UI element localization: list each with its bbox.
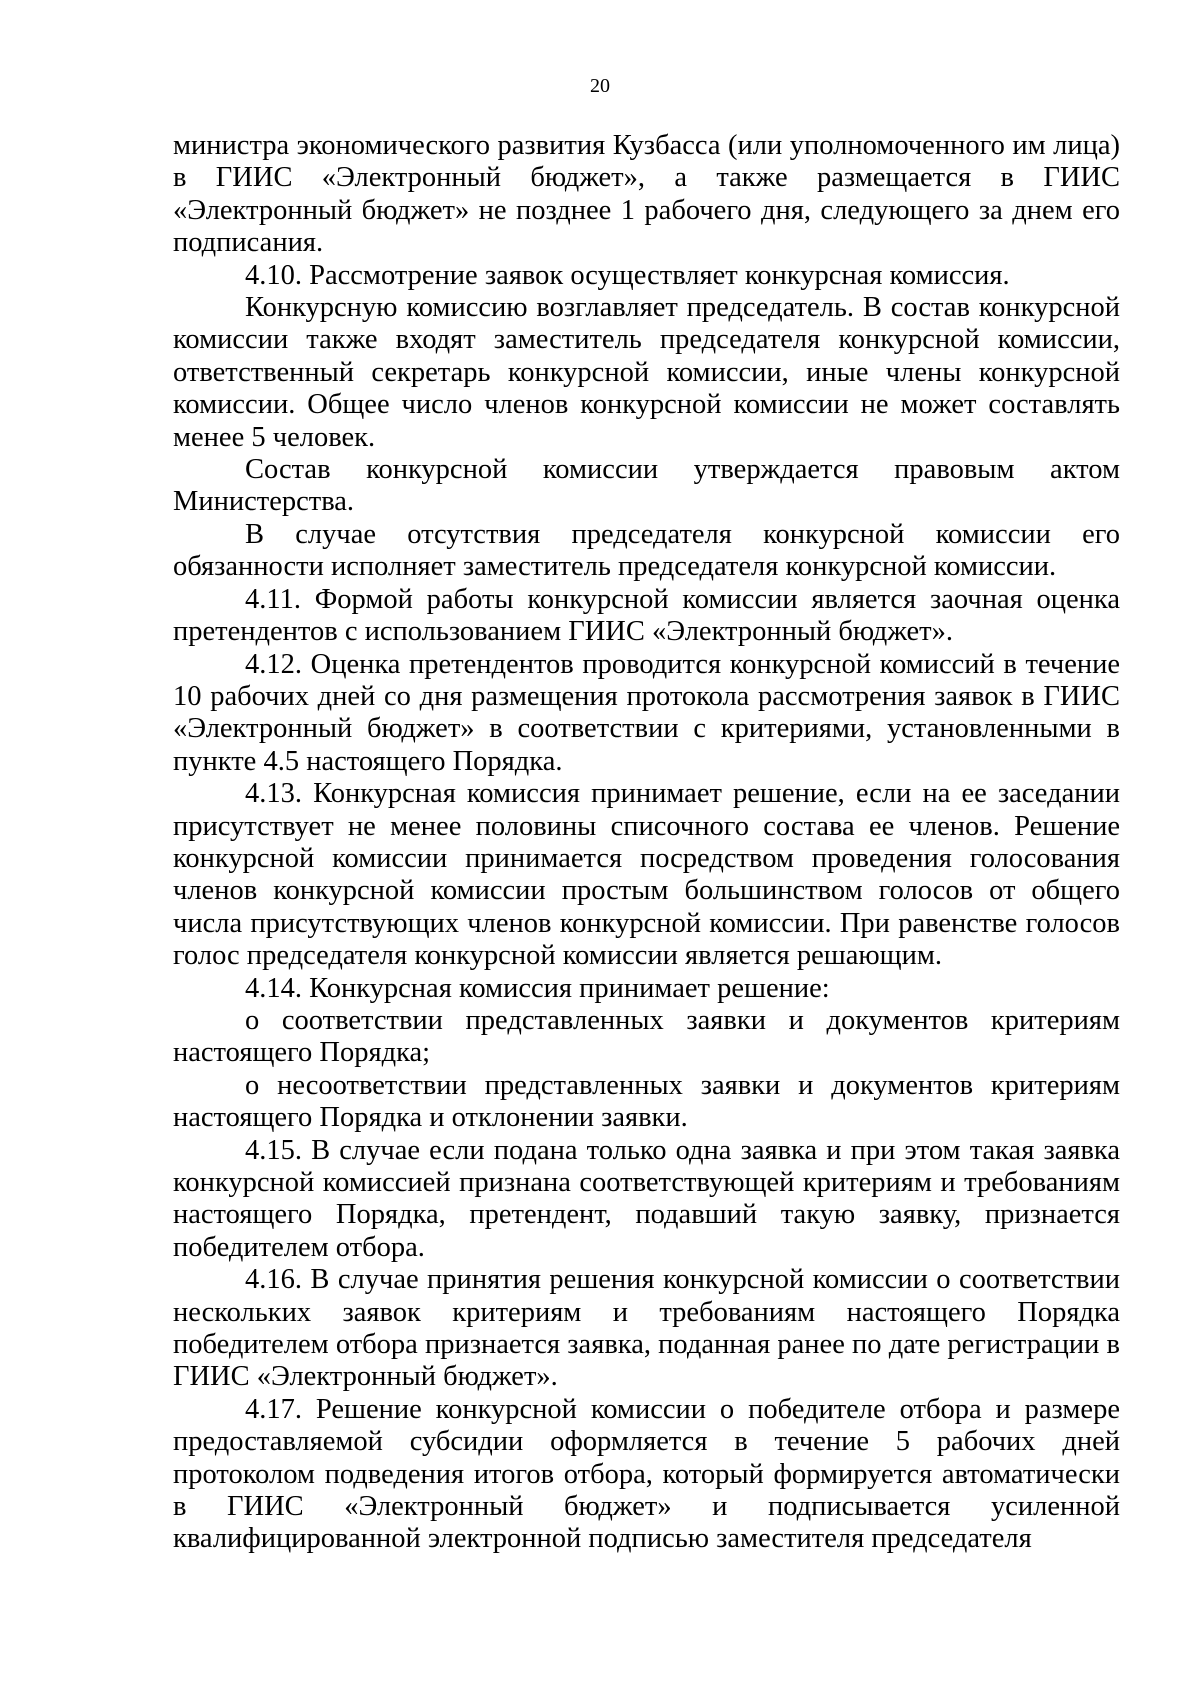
- paragraph-4-17: 4.17. Решение конкурсной комиссии о победителе отбора и размере предоставляемой субсидии оформляется в течение 5 рабочих дней протоколом подведения итогов отбора, который формируется автоматически в ГИИС «Электронный бюджет» и подписывается усиленной квалифицированной электронной подписью заместителя председателя: [173, 1393, 1120, 1555]
- document-body: [173, 130, 1120, 1556]
- paragraph-chair-absence: В случае отсутствия председателя конкурсной комиссии его обязанности исполняет заместитель председателя конкурсной комиссии.: [173, 518, 1120, 583]
- paragraph-4-12: 4.12. Оценка претендентов проводится конкурсной комиссий в течение 10 рабочих дней со дня размещения протокола рассмотрения заявок в ГИИС «Электронный бюджет» в соответствии с критериями, установленными в пункте 4.5 настоящего Порядка.: [173, 648, 1120, 777]
- paragraph-4-16: 4.16. В случае принятия решения конкурсной комиссии о соответствии нескольких заявок критериям и требованиям настоящего Порядка победителем отбора признается заявка, поданная ранее по дате регистрации в ГИИС «Электронный бюджет».: [173, 1264, 1120, 1393]
- paragraph-4-11: 4.11. Формой работы конкурсной комиссии является заочная оценка претендентов с использованием ГИИС «Электронный бюджет».: [173, 583, 1120, 648]
- paragraph-4-10: 4.10. Рассмотрение заявок осуществляет конкурсная комиссия.: [245, 259, 1010, 291]
- paragraph-decision-noncompliance: о несоответствии представленных заявки и документов критериям настоящего Порядка и отклонении заявки.: [173, 1069, 1120, 1134]
- page-number: 20: [590, 75, 610, 97]
- paragraph-commission-approval: Состав конкурсной комиссии утверждается правовым актом Министерства.: [173, 454, 1120, 518]
- paragraph-4-15: 4.15. В случае если подана только одна заявка и при этом такая заявка конкурсной комиссией признана соответствующей критериям и требованиям настоящего Порядка, претендент, подавший такую заявку, признается победителем отбора.: [173, 1134, 1120, 1263]
- paragraph-decision-compliance: о соответствии представленных заявки и документов критериям настоящего Порядка;: [173, 1004, 1120, 1069]
- paragraph-commission-composition: Конкурсную комиссию возглавляет председатель. В состав конкурсной комиссии также входят заместитель председателя конкурсной комиссии, ответственный секретарь конкурсной комиссии, иные члены конкурсной комиссии. Общее число членов конкурсной комиссии не может составлять менее 5 человек.: [173, 292, 1120, 453]
- paragraph-continuation: министра экономического развития Кузбасса (или уполномоченного им лица) в ГИИС «Электронный бюджет», а также размещается в ГИИС «Электронный бюджет» не позднее 1 рабочего дня, следующего за днем его подписания.: [173, 130, 1120, 259]
- paragraph-4-13: 4.13. Конкурсная комиссия принимает решение, если на ее заседании присутствует не менее половины списочного состава ее членов. Решение конкурсной комиссии принимается посредством проведения голосования членов конкурсной комиссии простым большинством голосов от общего числа присутствующих членов конкурсной комиссии. При равенстве голосов голос председателя конкурсной комиссии является решающим.: [173, 778, 1120, 972]
- paragraph-4-14: 4.14. Конкурсная комиссия принимает решение:: [245, 972, 830, 1004]
